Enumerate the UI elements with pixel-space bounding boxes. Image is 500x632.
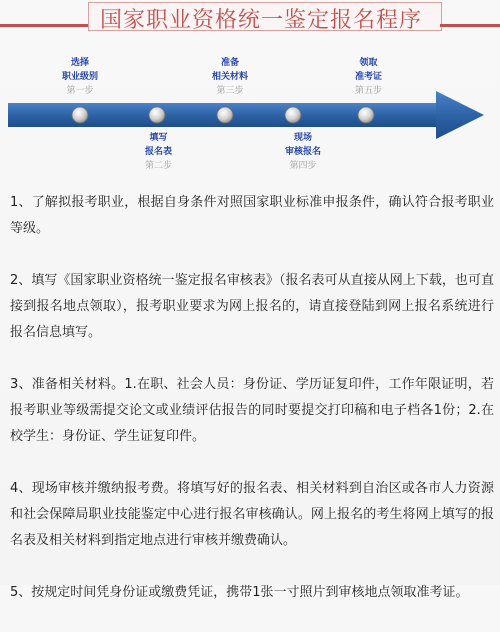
step-4-number: 第四步 [289, 161, 317, 171]
step-4-line1: 现场 [294, 133, 313, 143]
paragraph-5: 5、按规定时间凭身份证或缴费凭证，携带1张一寸照片到审核地点领取准考证。 [10, 585, 469, 600]
step-3-line1: 准备 [221, 58, 240, 68]
process-diagram [0, 38, 500, 188]
procedure-text [10, 190, 494, 632]
step-5-node [358, 107, 374, 123]
step-2-label [145, 131, 172, 173]
step-2-line2: 报名表 [145, 147, 173, 157]
step-1-line2: 职业级别 [62, 72, 99, 82]
step-3-label [212, 56, 248, 98]
step-5-line2: 准考证 [355, 72, 383, 82]
step-2-node [149, 107, 165, 123]
title-rule-left [0, 24, 100, 27]
page-title: 国家职业资格统一鉴定报名程序 [100, 8, 423, 33]
paragraph-2: 2、填写《国家职业资格统一鉴定报名审核表》（报名表可从直接从网上下载，也可直接到报名地点领取），报考职业要求为网上报名的，请直接登陆到网上报名系统进行报名信息填写。 [10, 273, 494, 340]
paragraph-1: 1、了解拟报考职业，根据自身条件对照国家职业标准申报条件，确认符合报考职业等级。 [10, 195, 494, 236]
title-banner [0, 0, 500, 32]
paragraph-4: 4、现场审核并缴纳报考费。将填写好的报名表、相关材料到自治区或各市人力资源和社会保障局职业技能鉴定中心进行报名审核确认。网上报名的考生将网上填写的报名表及相关材料到指定地点进行审核并缴费确认。 [10, 481, 494, 548]
title-rule-right [440, 24, 500, 27]
step-1-line1: 选择 [71, 58, 90, 68]
step-5-line1: 领取 [359, 58, 378, 68]
step-3-line2: 相关材料 [212, 72, 249, 82]
step-2-number: 第二步 [145, 161, 173, 171]
step-1-label [62, 56, 98, 98]
step-5-label [355, 56, 382, 98]
step-4-line2: 审核报名 [285, 147, 322, 157]
step-3-number: 第三步 [216, 86, 244, 96]
step-3-node [217, 107, 233, 123]
step-4-node [285, 107, 301, 123]
paragraph-3: 3、准备相关材料。1.在职、社会人员：身份证、学历证复印件，工作年限证明，若报考职业等级需提交论文或业绩评估报告的同时要提交打印稿和电子档各1份；2.在校学生：身份证、学生证复印件。 [10, 377, 494, 444]
step-4-label [285, 131, 321, 173]
step-5-number: 第五步 [355, 86, 383, 96]
step-2-line1: 填写 [149, 133, 168, 143]
step-1-node [72, 107, 88, 123]
step-1-number: 第一步 [66, 86, 94, 96]
